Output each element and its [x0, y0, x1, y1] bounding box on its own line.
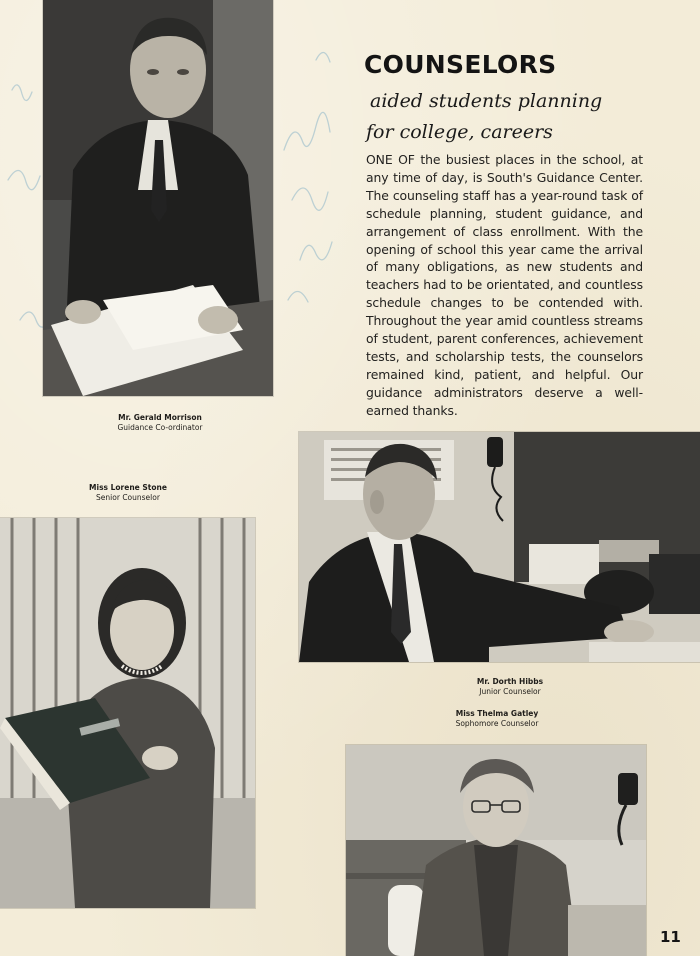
caption-role: Senior Counselor [96, 493, 160, 502]
caption-lorene-stone [48, 483, 208, 503]
photo-dorth-hibbs [299, 432, 700, 662]
caption-name: Mr. Dorth Hibbs [476, 677, 544, 686]
caption-name: Miss Thelma Gatley [455, 709, 539, 718]
page-title: COUNSELORS [364, 50, 557, 79]
photo-thelma-gatley [346, 745, 646, 956]
caption-role: Sophomore Counselor [455, 719, 539, 728]
caption-gerald-morrison [80, 413, 240, 433]
page-number: 11 [660, 928, 681, 946]
article-body: ONE OF the busiest places in the school, at any time of day, is South's Guidance Center. The counseling staff has a year-round task of schedule planning, student guidance, and arrangement of class enrollment. With the opening of school this year came the arrival of many obligations, as new students and teachers had to be orientated, and countless schedule changes to be contended with. Throughout the year amid countless streams of student, parent conferences, achievement tests, and scholarship tests, the counselors remained kind, patient, and helpful. Our guidance administrators deserve a well-earned thanks. [366, 152, 643, 418]
subtitle-line: for college, careers [366, 121, 553, 143]
photo-lorene-stone [0, 518, 255, 908]
caption-name: Miss Lorene Stone [89, 483, 167, 492]
caption-thelma-gatley [417, 709, 577, 729]
caption-dorth-hibbs [430, 677, 590, 697]
page-subtitle [366, 86, 670, 148]
caption-role: Guidance Co-ordinator [117, 423, 203, 432]
caption-role: Junior Counselor [479, 687, 541, 696]
subtitle-line: aided students planning [370, 90, 603, 112]
photo-gerald-morrison [43, 0, 273, 396]
caption-name: Mr. Gerald Morrison [118, 413, 202, 422]
